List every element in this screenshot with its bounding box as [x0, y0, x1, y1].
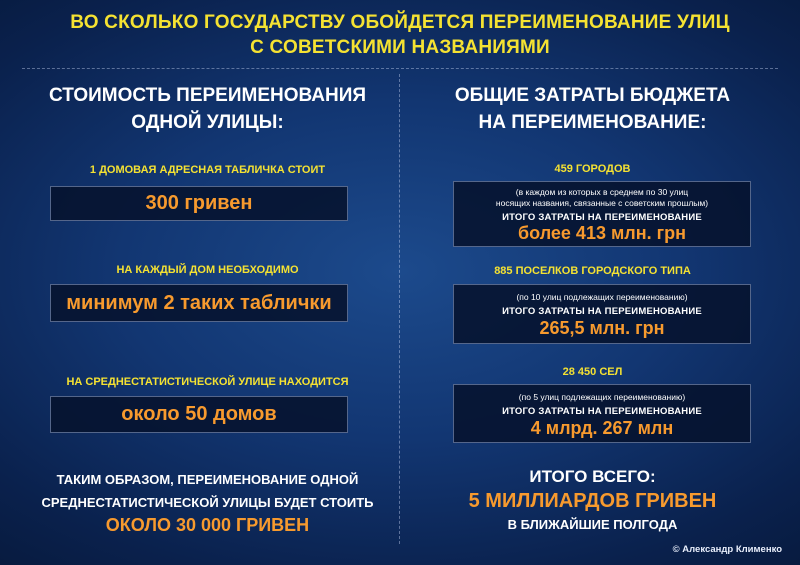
left-heading [20, 82, 395, 136]
header-divider [22, 68, 778, 69]
plate-cost-value: 300 гривен [145, 192, 253, 214]
villages-box [453, 384, 751, 443]
settlements-label: 885 ПОСЕЛКОВ ГОРОДСКОГО ТИПА [494, 265, 691, 277]
houses-per-street-value: около 50 домов [121, 403, 277, 425]
conclusion-value: ОКОЛО 30 000 ГРИВЕН [105, 515, 310, 535]
left-conclusion [20, 468, 395, 536]
cities-label: 459 ГОРОДОВ [554, 163, 631, 175]
settlements-total-label: ИТОГО ЗАТРАТЫ НА ПЕРЕИМЕНОВАНИЕ [502, 306, 702, 317]
villages-total-label: ИТОГО ЗАТРАТЫ НА ПЕРЕИМЕНОВАНИЕ [502, 406, 702, 417]
plate-cost-label: 1 ДОМОВАЯ АДРЕСНАЯ ТАБЛИЧКА СТОИТ [89, 164, 326, 176]
right-heading [405, 82, 780, 136]
plates-per-house-value: минимум 2 таких таблички [66, 291, 332, 314]
settlements-note: (по 10 улиц подлежащих переименованию) [516, 292, 688, 302]
page-title [0, 10, 800, 60]
grand-total [405, 466, 780, 535]
plate-cost-box [50, 186, 348, 221]
settlements-box [453, 284, 751, 344]
villages-label: 28 450 СЕЛ [562, 366, 623, 378]
conclusion-line-1: ТАКИМ ОБРАЗОМ, ПЕРЕИМЕНОВАНИЕ ОДНОЙ [56, 472, 359, 487]
cities-total-value: более 413 млн. грн [518, 223, 686, 243]
copyright-text: © Александр Клименко [672, 544, 782, 555]
column-divider [399, 74, 400, 544]
plates-per-house-box [50, 284, 348, 322]
houses-per-street-label: НА СРЕДНЕСТАТИСТИЧЕСКОЙ УЛИЦЕ НАХОДИТСЯ [66, 376, 349, 388]
settlements-total-value: 265,5 млн. грн [539, 318, 665, 338]
grand-total-value: 5 МИЛЛИАРДОВ ГРИВЕН [468, 490, 717, 512]
houses-per-street-box [50, 396, 348, 433]
cities-total-label: ИТОГО ЗАТРАТЫ НА ПЕРЕИМЕНОВАНИЕ [502, 212, 702, 223]
right-heading-line-2: НА ПЕРЕИМЕНОВАНИЕ: [478, 112, 707, 133]
villages-note: (по 5 улиц подлежащих переименованию) [518, 392, 686, 402]
cities-box [453, 181, 751, 247]
left-heading-line-1: СТОИМОСТЬ ПЕРЕИМЕНОВАНИЯ [48, 85, 367, 106]
cities-note-line-1: (в каждом из которых в среднем по 30 улиц [515, 187, 689, 197]
grand-total-heading: ИТОГО ВСЕГО: [529, 467, 656, 486]
title-line-1: ВО СКОЛЬКО ГОСУДАРСТВУ ОБОЙДЕТСЯ ПЕРЕИМЕНОВАНИЕ УЛИЦ [70, 12, 730, 33]
conclusion-line-2: СРЕДНЕСТАТИСТИЧЕСКОЙ УЛИЦЫ БУДЕТ СТОИТЬ [41, 495, 374, 510]
plates-per-house-label: НА КАЖДЫЙ ДОМ НЕОБХОДИМО [116, 264, 299, 276]
cities-note-line-2: носящих названия, связанные с советским прошлым) [495, 198, 709, 208]
grand-total-period: В БЛИЖАЙШИЕ ПОЛГОДА [507, 517, 678, 532]
left-heading-line-2: ОДНОЙ УЛИЦЫ: [131, 112, 284, 133]
right-heading-line-1: ОБЩИЕ ЗАТРАТЫ БЮДЖЕТА [454, 85, 731, 106]
title-line-2: С СОВЕТСКИМИ НАЗВАНИЯМИ [250, 37, 550, 58]
villages-total-value: 4 млрд. 267 млн [530, 418, 674, 438]
